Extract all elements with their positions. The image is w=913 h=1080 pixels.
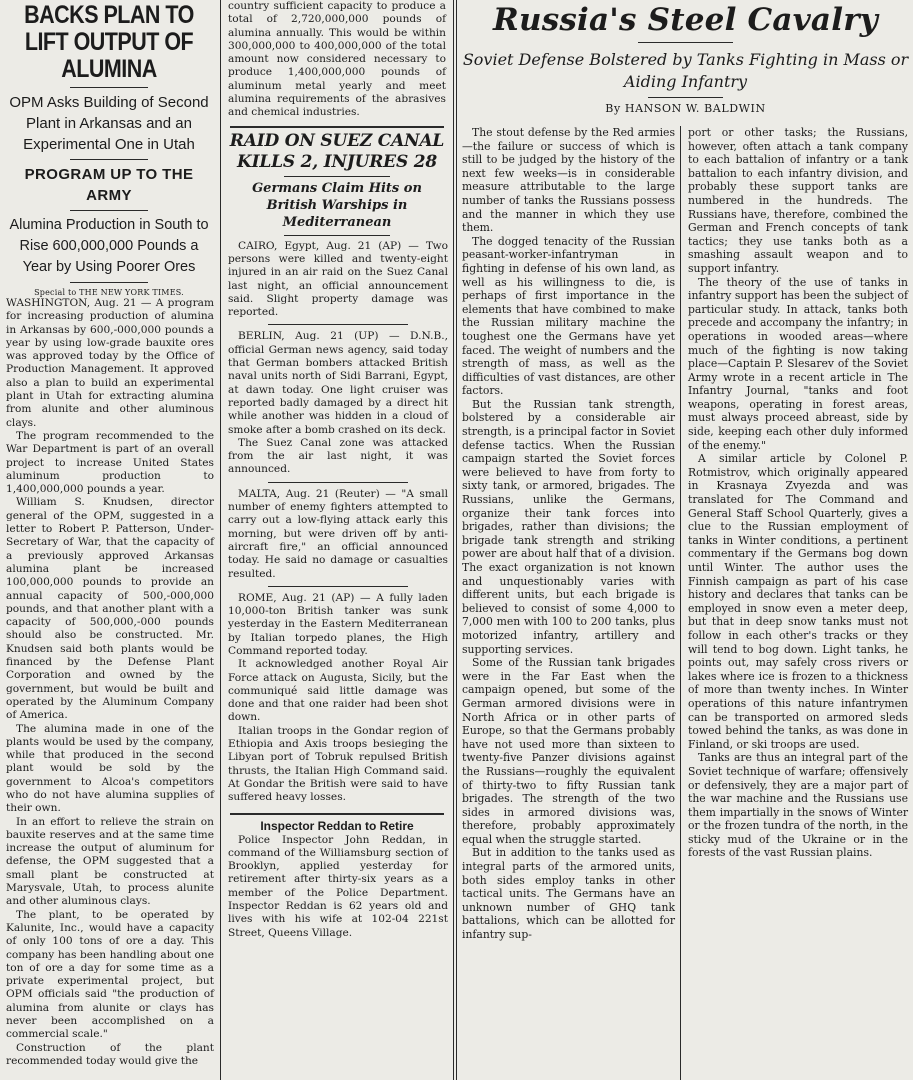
paragraph: But in addition to the tanks used as integral parts of the armored units, both sides employ tanks in other tactical units. The Germans have an unknown number of GHQ tank battalions, which can be allotted for infantry sup-: [462, 846, 675, 942]
paragraph: The program recommended to the War Department is part of an overall project to increase United States aluminum production to 1,400,000,000 pounds a year.: [6, 429, 214, 496]
russia-column-left: [458, 126, 677, 1080]
paragraph: The theory of the use of tanks in infantry support has been the subject of particular study. In attack, tanks both precede and accompany the infantry; in operations in wooded areas—where much of the fighting is now taking place—Captain P. Slesarev of the Soviet Army wrote in a recent article in The Infantry Journal, "tanks and foot weapons, operating in forest areas, must always proceed abreast, side by side, keeping each other duly informed of the enemy.": [688, 275, 908, 452]
paragraph: William S. Knudsen, director general of the OPM, suggested in a letter to Robert P. Patterson, Under-Secretary of War, that the capacity of a previously approved Arkansas alumina plant be increased 100,000,000 pounds to provide an annual capacity of 500,-000,000 pounds, and that another plant with a capacity of 500,000,-000 pounds should also be constructed. Mr. Knudsen said both plants would be financed by the Defense Plant Corporation and owned by the government, but would be built and operated by the Aluminum Company of America.: [6, 496, 214, 722]
russia-body-right: [688, 126, 908, 860]
paragraph: The plant, to be operated by Kalunite, Inc., would have a capacity of only 100 tons of ore a day. This company has been handling about one ton of ore a day for some time as a private experimental project, but OPM officials said "the production of alumina from alunite or clays has never been accomplished on a commercial scale.": [6, 908, 214, 1041]
paragraph: port or other tasks; the Russians, however, often attach a tank company to each battalion of infantry or a tank battalion to each infantry division, and probably these support tanks are numbered in the hundreds. The Russians have, therefore, combined the German and French concepts of tank tactics; they use tanks both as a smashing assault weapon and to support infantry.: [688, 126, 908, 275]
paragraph: The stout defense by the Red armies—the failure or success of which is still to be judged by the history of the next few weeks—is in considerable measure attributable to the large number of tanks the Russians possess and the manner in which they use them.: [462, 126, 675, 235]
paragraph: Construction of the plant recommended today would give the: [6, 1041, 214, 1067]
alumina-headline: BACKS PLAN TO LIFT OUTPUT OF ALUMINA: [24, 1, 194, 83]
paragraph: Italian troops in the Gondar region of Ethiopia and Axis troops besieging the Libyan port of Tobruk repulsed British thrusts, the Italian High Command said. At Gondar the British were said to have suffered heavy losses.: [228, 724, 448, 804]
paragraph: WASHINGTON, Aug. 21 — A program for increasing production of alumina in Arkansas by 600,-000,000 pounds a year by using low-grade bauxite ores was approved today by the Office of Production Management. It approved also a plan to build an experimental plant in Utah for extracting alumina from alunite and other aluminous clays.: [6, 297, 214, 429]
paragraph: The Suez Canal zone was attacked from the air last night, it was announced.: [228, 436, 448, 476]
divider: [70, 282, 148, 283]
suez-headline: RAID ON SUEZ CANAL KILLS 2, INJURES 28: [229, 130, 445, 172]
reddan-body: [228, 834, 448, 940]
russia-column-right: [684, 126, 910, 1080]
column-rule: [453, 0, 454, 1080]
russia-columns: [458, 126, 913, 1080]
byline: By HANSON W. BALDWIN: [605, 102, 766, 115]
suez-deck: Germans Claim Hits on British Warships in Mediterranean: [252, 180, 422, 230]
middle-column: [224, 0, 450, 1080]
paragraph: It acknowledged another Royal Air Force attack on Augusta, Sicily, but the communiqué said little damage was done and that one raider had been shot down.: [228, 658, 448, 724]
dispatch-berlin: BERLIN, Aug. 21 (UP) — D.N.B., official German news agency, said today that German bombers attacked British naval units north of Sidi Barrani, Egypt, at dawn today. One light cruiser was reported badly damaged by a direct hit while another was hidden in a cloud of smoke after a bomb crashed on its deck.: [228, 330, 448, 436]
russia-body-left: [462, 126, 675, 942]
divider: [268, 586, 408, 587]
paragraph: A similar article by Colonel P. Rotmistrov, which originally appeared in Krasnaya Zvyezda and was translated for The Command and General Staff School Quarterly, gives a clue to the Russian employment of tanks in Winter conditions, a pertinent commentary if the Germans bog down until Winter. The author uses the Finnish campaign as part of his case history and declares that tanks can be employed in snow even a meter deep, but that in deep snow tanks must not follow in each other's tracks or they will tend to bog down. Light tanks, he points out, may safely cross rivers or lakes where ice is frozen to a thickness of more than twenty inches. In Winter operations of this nature infantrymen can be transported on armored sleds towed behind the tanks, as was done in Finland, or ski troops are used.: [688, 452, 908, 751]
divider: [268, 324, 408, 325]
alumina-body: [6, 297, 214, 1068]
divider: [284, 176, 390, 177]
divider: [284, 235, 390, 236]
column-rule: [680, 126, 681, 1080]
column-rule: [456, 0, 457, 1080]
divider: [70, 210, 148, 211]
divider: [230, 126, 444, 128]
paragraph: Some of the Russian tank brigades were in the Far East when the campaign opened, but some of the German armored divisions were in North Africa or in other parts of Europe, so that the Germans probably have not used more than sixteen to twenty-five Panzer divisions against the Russians—roughly the equivalent of thirty-two to fifty Russian tank brigades. The strength of the two sides in armored divisions was, therefore, probably approximately equal when the struggle started.: [462, 656, 675, 846]
paragraph: But the Russian tank strength, bolstered by a considerable air strength, is a principal factor in Soviet defense tactics. When the Russian campaign started the Soviet forces were believed to have from forty to sixty tank, or armored, brigades. The Russians, unlike the Germans, organize their tank forces into brigades, rather than divisions; the brigade tank strength and striking power are about half that of a division. The exact organization is not known and unquestionably varies with different units, but each brigade is believed to consist of some 4,000 to 7,000 men with 100 to 200 tanks, plus motorized infantry, artillery and supporting services.: [462, 397, 675, 656]
dispatch-rome: ROME, Aug. 21 (AP) — A fully laden 10,000-ton British tanker was sunk yesterday in the Eastern Mediterranean by Italian torpedo planes, the High Command reported today.: [228, 591, 448, 657]
divider: [70, 159, 148, 160]
reddan-headline: Inspector Reddan to Retire: [260, 818, 414, 833]
dispatch-malta: MALTA, Aug. 21 (Reuter) — "A small number of enemy fighters attempted to carry out a low-flying attack early this morning, but were driven off by anti-aircraft fire," an official announced today. He said no damage or casualties resulted.: [228, 487, 448, 580]
suez-body: [228, 240, 448, 805]
alumina-article: [0, 0, 218, 1080]
divider: [648, 97, 723, 98]
alumina-deck-2: PROGRAM UP TO THE ARMY: [24, 166, 194, 204]
paragraph: The alumina made in one of the plants would be used by the company, while that produced in the second plant would be sold by the government to Alcoa's competitors who do not have alumina supplies of their own.: [6, 722, 214, 815]
paragraph: Police Inspector John Reddan, in command of the Williamsburg section of Brooklyn, applied yesterday for retirement after thirty-six years as a member of the Police Department. Inspector Reddan is 62 years old and lives with his wife at 102-04 221st Street, Queens Village.: [228, 833, 448, 939]
paragraph: Tanks are thus an integral part of the Soviet technique of warfare; offensively or defensively, they are a major part of the war machine and the Russians use them impartially in the snows of Winter or the frozen tundra of the north, in the sticky mud of the Ukraine or in the forests of the vast Russian plains.: [688, 751, 908, 860]
divider: [638, 42, 733, 43]
paragraph: The dogged tenacity of the Russian peasant-worker-infantryman in fighting in defense of his own land, as well as his willingness to die, is perhaps of first importance in the elements that have combined to make the Russian military machine the toughest one the Germans have yet faced. The weight of numbers and the strength of mass, as well as the difficulties of vast distances, are other factors.: [462, 234, 675, 398]
russia-article: [458, 0, 913, 1080]
russia-deck: Soviet Defense Bolstered by Tanks Fighting in Mass or Aiding Infantry: [462, 50, 909, 91]
column-rule: [220, 0, 221, 1080]
paragraph: In an effort to relieve the strain on bauxite reserves and at the same time increase the output of aluminum for defense, the OPM suggested that a small plant be constructed at Marysvale, Utah, to process alunite and other aluminous clays.: [6, 815, 214, 908]
divider: [268, 482, 408, 483]
divider: [230, 813, 444, 815]
alumina-continuation: country sufficient capacity to produce a total of 2,720,000,000 pounds of alumina annually. This would be within 300,000,000 to 400,000,000 of the total amount now considered necessary to produce 1,400,000,000 pounds of aluminum metal yearly and meet alumina requirements of the abrasives and chemical industries.: [228, 0, 446, 119]
alumina-deck-3: Alumina Production in South to Rise 600,000,000 Pounds a Year by Using Poorer Ores: [9, 217, 209, 275]
alumina-deck-1: OPM Asks Building of Second Plant in Arkansas and an Experimental One in Utah: [9, 94, 209, 153]
russia-headline: Russia's Steel Cavalry: [493, 2, 878, 38]
dispatch-cairo: CAIRO, Egypt, Aug. 21 (AP) — Two persons were killed and twenty-eight injured in an air raid on the Suez Canal last night, an official announcement said. Slight property damage was reported.: [228, 239, 448, 319]
special-dispatch-line: Special to THE NEW YORK TIMES.: [34, 288, 184, 297]
divider: [70, 87, 148, 88]
